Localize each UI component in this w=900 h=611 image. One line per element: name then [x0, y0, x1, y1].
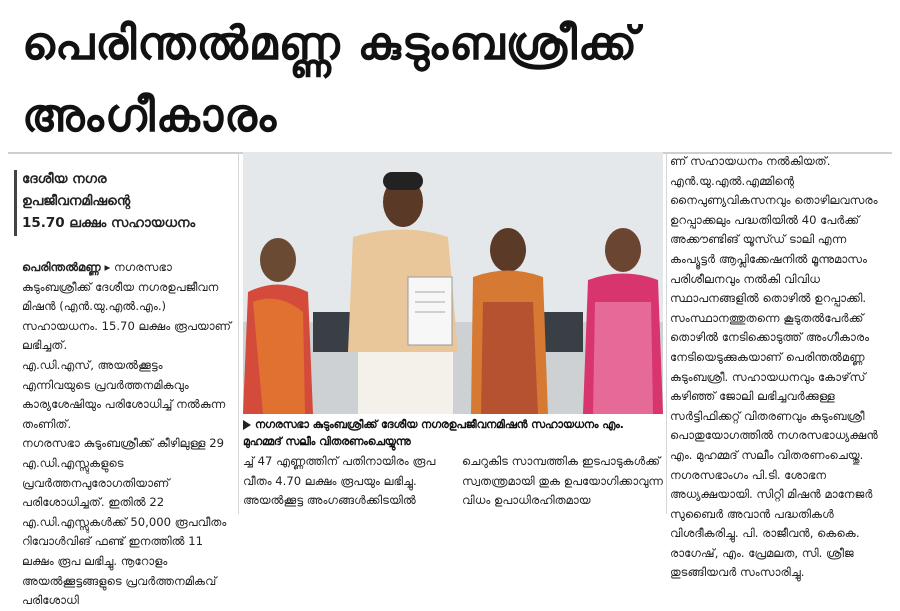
news-photo — [243, 152, 663, 414]
column-divider — [666, 154, 667, 514]
paragraph-5: സഹായധനവും കോഴ്‌സ് കഴിഞ്ഞ് ജോലി ലഭിച്ചവർക്കുള്ള സർട്ടിഫിക്കറ്റ് വിതരണവും കുടുംബശ്രീ പൊതുയോഗത്തിൽ നഗരസഭാധ്യക്ഷൻ എം. മുഹമ്മദ് സലീം വിതരണംചെയ്തു. നഗരസഭാംഗം പി.ടി. ശോഭന അധ്യക്ഷയായി. സിറ്റി മിഷൻ മാനേജർ സുബൈർ അവാൻ പദ്ധതികൾ വിശദീകരിച്ചു. പി. രാജീവൻ, കെകെ. രാഗേഷ്, എം. പ്രേമലത, സി. ശ്രീജ തുടങ്ങിയവർ സംസാരിച്ചു. — [670, 369, 878, 580]
article-column-4 — [670, 152, 892, 580]
paragraph-3: നഗരസഭാ കുടുംബശ്രീക്ക് കീഴിലുള്ള 29 എ.ഡി.എസ്സുകളുടെ പ്രവർത്തനപുരോഗതിയാണ് പരിശോധിച്ചത്. ഇതിൽ 22 എ.ഡി.എസ്സുകൾക്ക് 50,000 രൂപവീതം റിവോൾവിങ് ഫണ്ട് ഇനത്തിൽ 11 ലക്ഷം രൂപ ലഭിച്ചു. നൂറോളം അയൽക്കൂട്ടങ്ങളുടെ പ്രവർത്തനമികവ് പരിശോധി — [22, 436, 227, 608]
caption-marker-icon — [243, 420, 251, 430]
subhead — [22, 168, 232, 234]
paragraph-1-text: നഗരസഭാ കുടുംബശ്രീക്ക് ദേശീയ നഗരഉപജീവന മിഷൻ (എൻ.യു.എൽ.എം.) സഹായധനം. 15.70 ലക്ഷം രൂപയാണ് ലഭിച്ചത്. — [22, 260, 232, 353]
article-column-2-bottom: ച്ച് 47 എണ്ണത്തിന് പതിനായിരം രൂപ വീതം 4.70 ലക്ഷം രൂപയും ലഭിച്ചു. അയൽക്കൂട്ട അംഗങ്ങൾക്കിടയിൽ — [243, 454, 436, 508]
paragraph-1 — [22, 258, 234, 356]
headline-line-2: അംഗീകാരം — [22, 88, 278, 142]
photo-caption — [243, 416, 663, 450]
caption-text: നഗരസഭാ കുടുംബശ്രീക്ക് ദേശീയ നഗരഉപജീവനമിഷൻ സഹായധനം എം. മുഹമ്മദ് സലീം വിതരണംചെയ്യുന്നു — [243, 418, 624, 448]
column-divider — [238, 154, 239, 514]
subhead-line-2: ഉപജീവനമിഷന്റെ — [22, 193, 131, 209]
paragraph-4: ണ് സഹായധനം നൽകിയത്. എൻ.യു.എൽ.എമ്മിന്റെ നൈപുണ്യവികസനവും തൊഴിലവസരം ഉറപ്പാക്കലും പദ്ധതിയിൽ 40 പേർക്ക് അക്കൗണ്ടിങ് യൂസ്ഡ് ടാലി എന്ന കംപ്യൂട്ടർ ആപ്ലിക്കേഷനിൽ മൂന്നുമാസം പരിശീലനവും നൽകി വിവിധ സ്ഥാപനങ്ങളിൽ തൊഴിൽ ഉറപ്പാക്കി. സംസ്ഥാനത്തുതന്നെ കൂടുതൽപേർക്ക് തൊഴിൽ നേടിക്കൊടുത്ത് അംഗീകാരം നേടിയെടുക്കുകയാണ് പെരിന്തൽമണ്ണ കുടുംബശ്രീ. — [670, 154, 878, 384]
subhead-line-3: 15.70 ലക്ഷം സഹായധനം — [22, 215, 196, 231]
paragraph-2: എ.ഡി.എസ്, അയൽക്കൂട്ടം എന്നിവയുടെ പ്രവർത്തനമികവും കാര്യശേഷിയും പരിശോധിച്ച് നൽകുന്ന തംണിത്. — [22, 357, 226, 431]
dateline-marker: ▸ — [104, 260, 111, 274]
headline-line-1: പെരിന്തൽമണ്ണ കുടുംബശ്രീക്ക് — [22, 16, 639, 70]
subhead-bar — [14, 170, 17, 236]
article-column-1 — [22, 258, 234, 608]
article-column-3-bottom: ചെറുകിട സാമ്പത്തിക ഇടപാടുകൾക്ക് സ്വതന്ത്രമായി തുക ഉപയോഗിക്കാവുന്ന വിധം ഉപാധിരഹിതമായ — [462, 454, 664, 508]
subhead-line-1: ദേശീയ നഗര — [22, 171, 107, 187]
certificate — [408, 277, 452, 345]
photo-illustration — [243, 152, 663, 414]
dateline: പെരിന്തൽമണ്ണ — [22, 260, 101, 274]
